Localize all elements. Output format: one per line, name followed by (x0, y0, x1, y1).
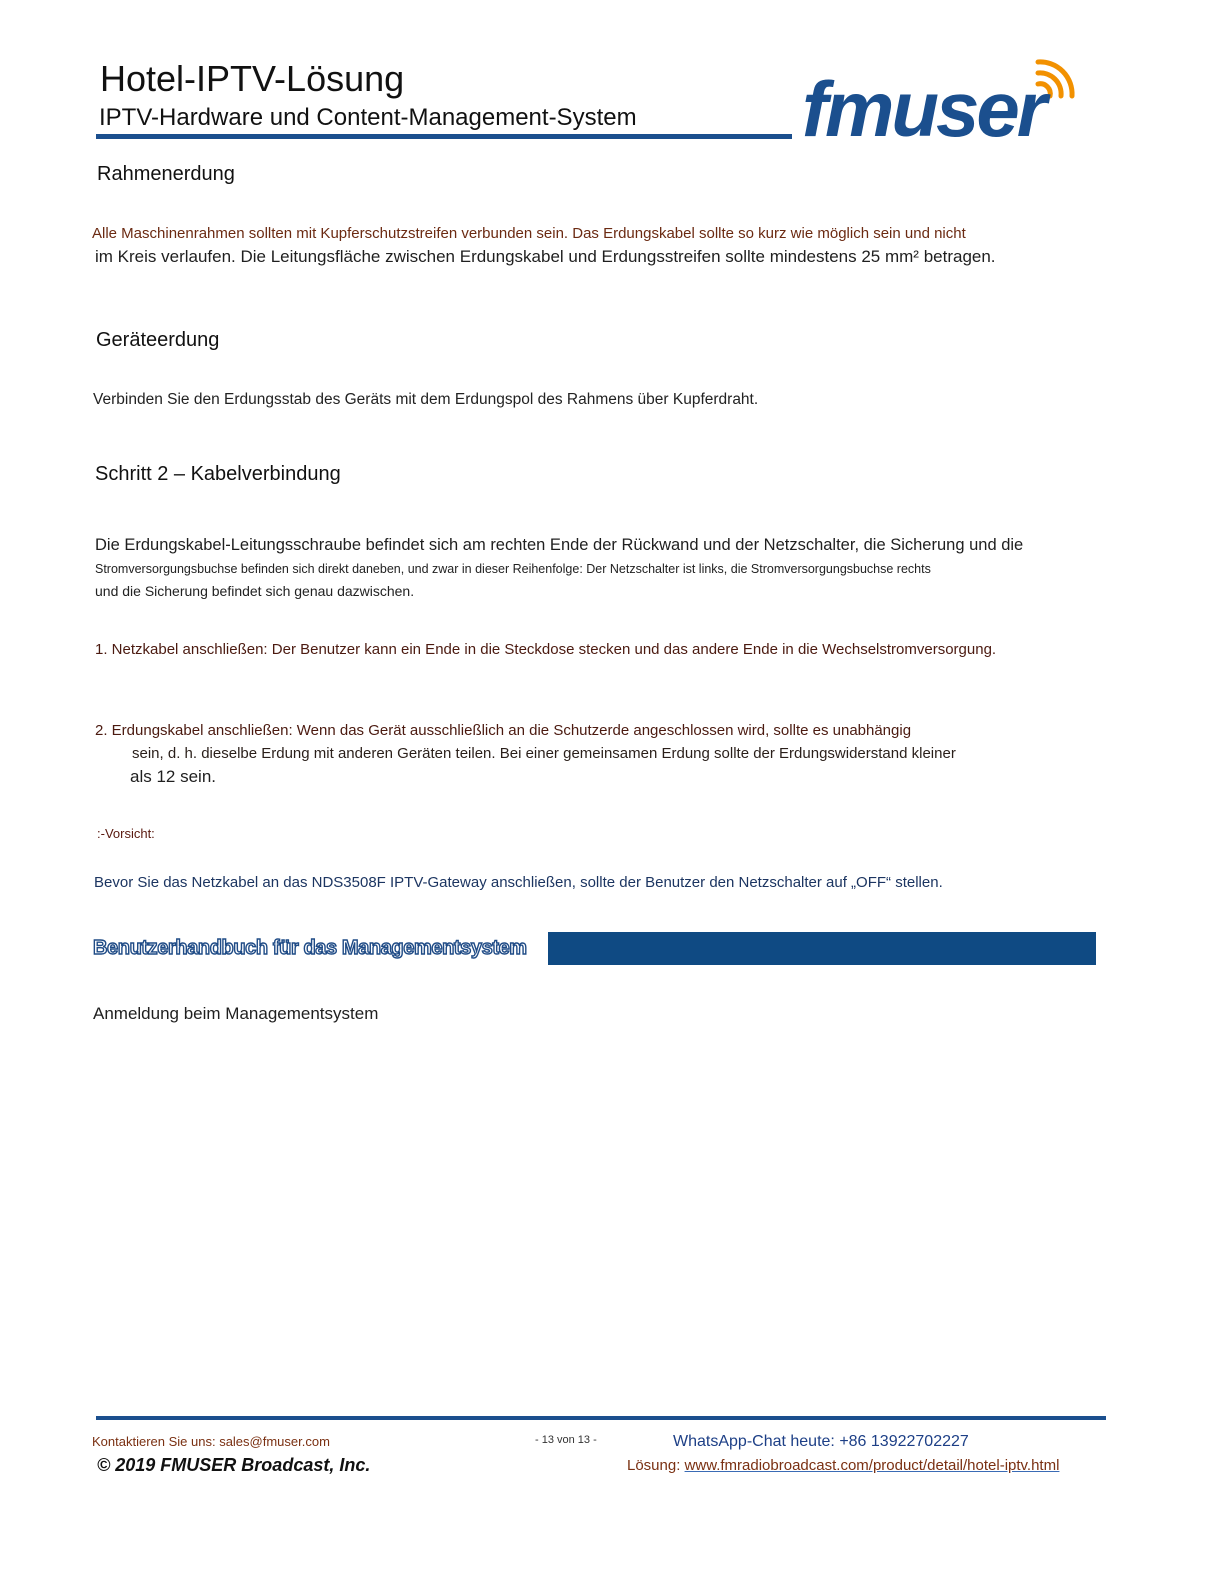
section-bar (548, 932, 1096, 965)
schritt2-p1-line2: Stromversorgungsbuchse befinden sich direkt daneben, und zwar in dieser Reihenfolge: Der Netzschalter ist links, die Stromversorgungsbuchse rechts (95, 562, 931, 576)
footer-contact: Kontaktieren Sie uns: sales@fmuser.com (92, 1434, 330, 1449)
footer-whatsapp: WhatsApp-Chat heute: +86 13922702227 (673, 1433, 969, 1450)
list-item-netzkabel: 1. Netzkabel anschließen: Der Benutzer kann ein Ende in die Steckdose stecken und das andere Ende in die Wechselstromversorgung. (95, 641, 997, 658)
schritt2-p1-line1: Die Erdungskabel-Leitungsschraube befindet sich am rechten Ende der Rückwand und der Netzschalter, die Sicherung und die (95, 536, 1024, 554)
list-item-erdungskabel-line3: als 12 sein. (130, 767, 216, 786)
list-item-erdungskabel-line1: 2. Erdungskabel anschließen: Wenn das Gerät ausschließlich an die Schutzerde angeschlossen wird, sollte es unabhängig (95, 722, 912, 739)
heading-rahmenerdung: Rahmenerdung (97, 163, 235, 185)
caution-label: :-Vorsicht: (97, 826, 155, 841)
footer-solution-label: Lösung: (627, 1457, 685, 1474)
heading-geraeteerdung: Geräteerdung (96, 329, 220, 351)
document-title: Hotel-IPTV-Lösung (100, 58, 405, 99)
caution-text: Bevor Sie das Netzkabel an das NDS3508F IPTV-Gateway anschließen, sollte der Benutzer den Netzschalter auf „OFF“ stellen. (94, 874, 943, 891)
rahmen-text-line2: im Kreis verlaufen. Die Leitungsfläche zwischen Erdungskabel und Erdungsstreifen sollte mindestens 25 mm² betragen. (95, 247, 996, 266)
rahmen-text-line1: Alle Maschinenrahmen sollten mit Kupferschutzstreifen verbunden sein. Das Erdungskabel sollte so kurz wie möglich sein und nicht (92, 225, 966, 242)
header-rule (96, 134, 792, 139)
section-title-benutzerhandbuch: Benutzerhandbuch für das Managementsystem (93, 937, 527, 959)
page-number: - 13 von 13 - (535, 1434, 597, 1446)
footer-copyright: © 2019 FMUSER Broadcast, Inc. (97, 1455, 371, 1475)
fmuser-logo (800, 56, 1080, 146)
document-subtitle: IPTV-Hardware und Content-Management-System (99, 104, 637, 131)
list-item-erdungskabel-line2: sein, d. h. dieselbe Erdung mit anderen Geräten teilen. Bei einer gemeinsamen Erdung sollte der Erdungswiderstand kleiner (132, 745, 956, 762)
schritt2-p1-line3: und die Sicherung befindet sich genau dazwischen. (95, 583, 415, 599)
footer-rule (96, 1416, 1106, 1420)
heading-schritt-2: Schritt 2 – Kabelverbindung (95, 463, 341, 485)
logo-wordmark: fmuser (802, 65, 1045, 146)
footer-solution-link[interactable]: www.fmradiobroadcast.com/product/detail/hotel-iptv.html (684, 1457, 1060, 1474)
geraet-text: Verbinden Sie den Erdungsstab des Geräts mit dem Erdungspol des Rahmens über Kupferdraht. (93, 391, 759, 408)
heading-anmeldung: Anmeldung beim Managementsystem (93, 1004, 379, 1023)
footer-solution (627, 1457, 1059, 1474)
